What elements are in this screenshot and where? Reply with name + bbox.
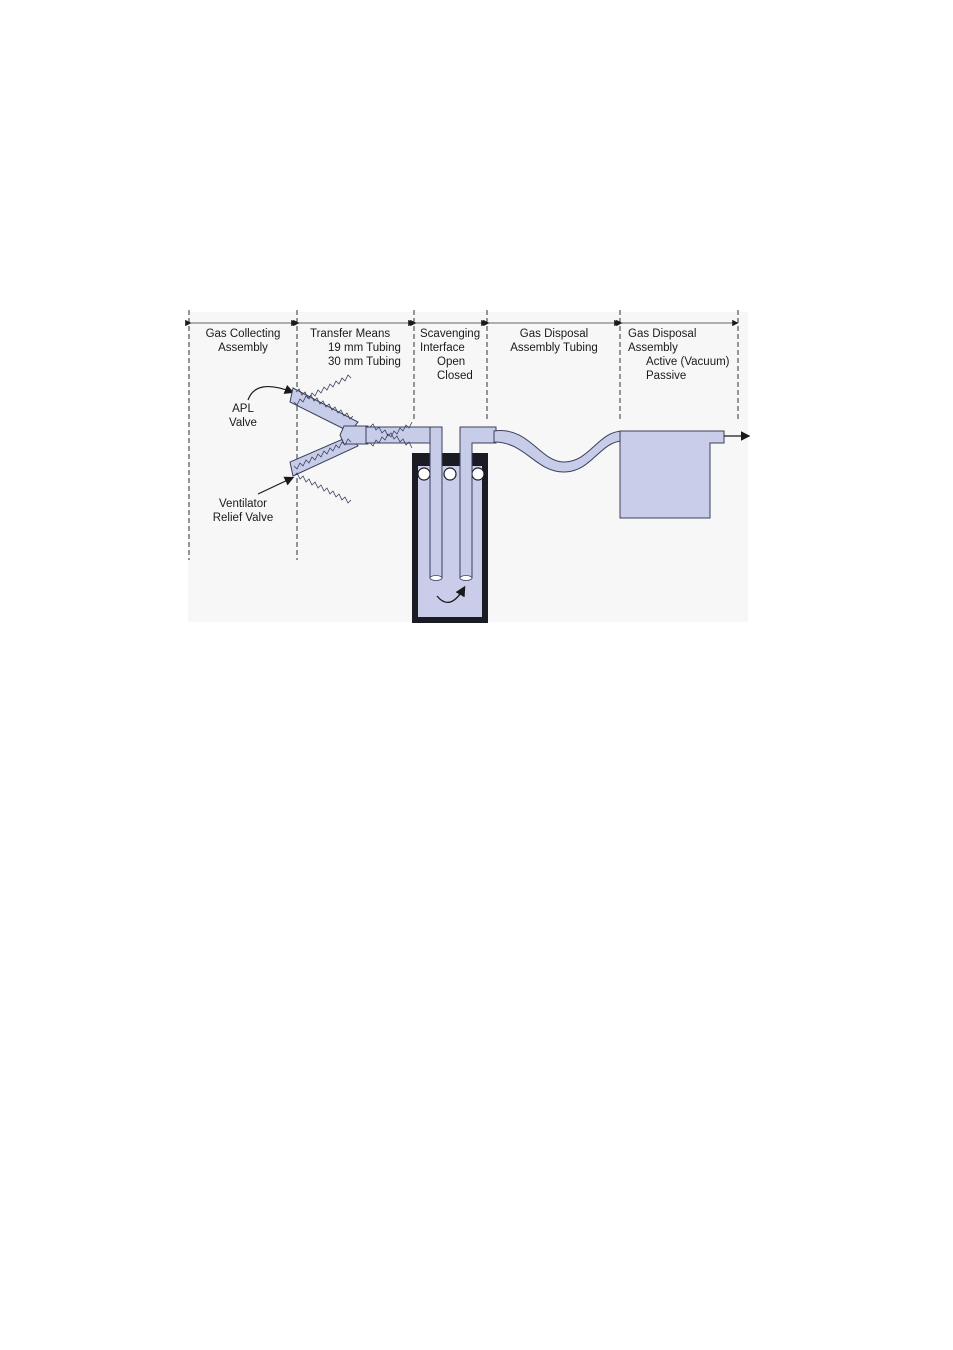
reservoir-body [620,431,724,518]
scavenging-closed: Closed [437,370,473,382]
relief-port-right [472,468,484,480]
transfer-means-30mm: 30 mm Tubing [328,356,401,368]
inlet-tube-opening [430,576,442,581]
gas-collecting-title: Gas Collecting [205,328,281,340]
y-junction [340,426,368,444]
scavenging-open: Open [437,356,466,368]
scavenging-title: Scavenging [420,328,481,340]
transfer-means-19mm: 19 mm Tubing [328,342,401,354]
inlet-tube [430,427,442,578]
relief-port-middle [444,468,456,480]
scavenging-subtitle: Interface [420,342,465,354]
transfer-means-title: Transfer Means [310,328,391,340]
gas-collecting-subtitle: Assembly [218,342,268,354]
apl-valve-line2: Valve [229,417,257,429]
disposal-assembly-title: Gas Disposal [628,328,697,340]
disposal-assembly-active: Active (Vacuum) [646,356,730,368]
ventilator-line2: Relief Valve [212,512,274,524]
disposal-tubing-title: Gas Disposal [519,328,589,340]
apl-valve-line1: APL [232,403,254,415]
disposal-assembly-passive: Passive [646,370,687,382]
ventilator-line1: Ventilator [219,498,267,510]
disposal-assembly-subtitle: Assembly [628,342,678,354]
outlet-tube-opening [460,576,472,581]
disposal-tubing-subtitle: Assembly Tubing [510,342,598,354]
scavenging-interface-canister [412,427,496,623]
relief-port-left [418,468,430,480]
